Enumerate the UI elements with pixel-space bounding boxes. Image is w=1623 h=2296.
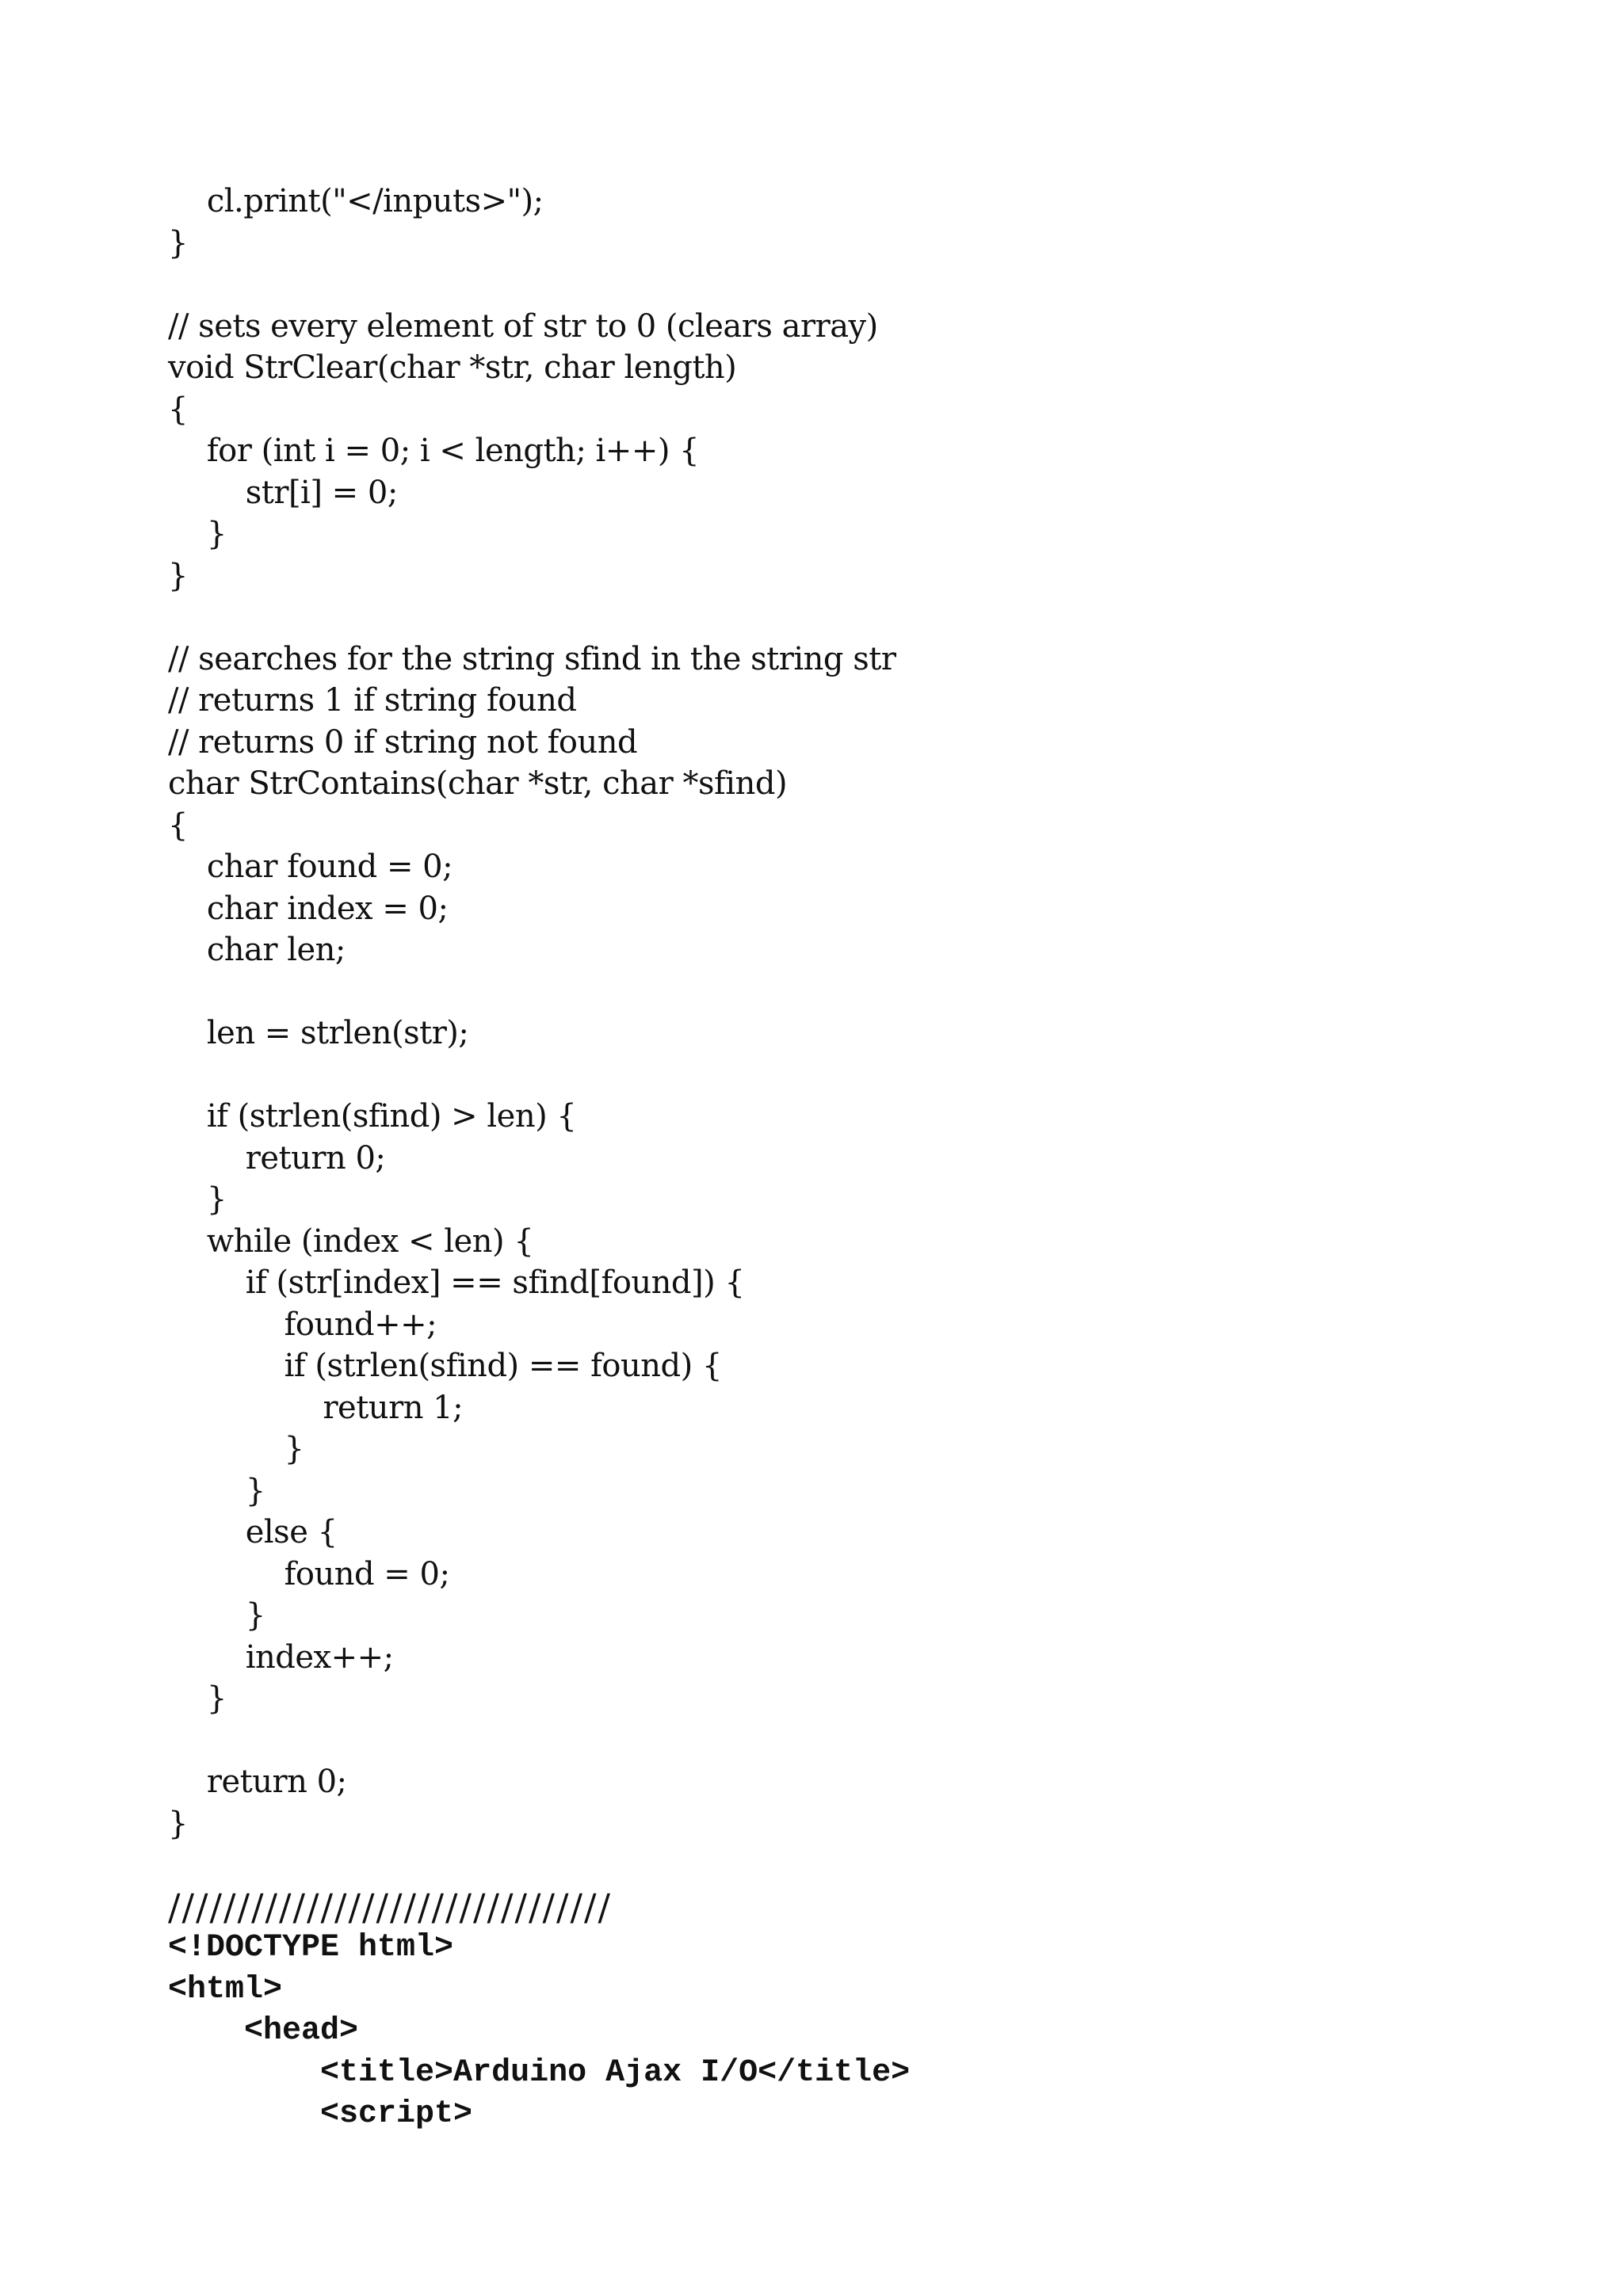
code-line-2: } bbox=[168, 224, 188, 261]
blank-line bbox=[168, 1055, 1515, 1097]
code-line-4: // sets every element of str to 0 (clears array) bbox=[168, 307, 878, 345]
code-line-42: //////////////////////////////// bbox=[168, 1885, 612, 1928]
code-line-5: void StrClear(char *str, char length) bbox=[168, 349, 737, 386]
code-line-24: return 0; bbox=[168, 1139, 386, 1177]
code-line-14: // returns 0 if string not found bbox=[168, 723, 638, 761]
code-line-23: if (strlen(sfind) > len) { bbox=[168, 1098, 577, 1135]
code-line-16: { bbox=[168, 807, 188, 844]
code-line-18: char index = 0; bbox=[168, 890, 449, 927]
code-line-39: return 0; bbox=[168, 1764, 347, 1800]
code-line-8: str[i] = 0; bbox=[168, 474, 398, 511]
code-listing bbox=[168, 181, 1515, 2136]
code-line-1: cl.print("</inputs>"); bbox=[168, 183, 544, 219]
code-line-6: { bbox=[168, 391, 188, 428]
code-line-25: } bbox=[168, 1181, 227, 1218]
code-line-33: else { bbox=[168, 1514, 338, 1550]
code-line-47: <script> bbox=[168, 2096, 473, 2132]
blank-line bbox=[168, 264, 1515, 306]
blank-line bbox=[168, 597, 1515, 639]
code-line-46: <title>Arduino Ajax I/O</title> bbox=[168, 2054, 911, 2091]
code-line-9: } bbox=[168, 516, 227, 552]
code-line-40: } bbox=[168, 1805, 188, 1842]
code-line-27: if (str[index] == sfind[found]) { bbox=[168, 1264, 745, 1301]
code-line-17: char found = 0; bbox=[168, 849, 453, 885]
code-line-30: return 1; bbox=[168, 1389, 464, 1426]
code-line-13: // returns 1 if string found bbox=[168, 682, 577, 719]
code-line-10: } bbox=[168, 557, 188, 594]
code-line-31: } bbox=[168, 1431, 304, 1467]
code-line-21: len = strlen(str); bbox=[168, 1015, 469, 1051]
code-line-12: // searches for the string sfind in the string str bbox=[168, 640, 896, 677]
code-line-45: <head> bbox=[168, 2013, 359, 2049]
blank-line bbox=[168, 1720, 1515, 1762]
code-line-28: found++; bbox=[168, 1306, 437, 1343]
code-line-37: } bbox=[168, 1680, 227, 1717]
code-line-32: } bbox=[168, 1472, 265, 1509]
code-line-19: char len; bbox=[168, 932, 346, 968]
code-line-36: index++; bbox=[168, 1638, 394, 1676]
code-line-29: if (strlen(sfind) == found) { bbox=[168, 1348, 722, 1384]
code-line-34: found = 0; bbox=[168, 1555, 450, 1592]
code-line-7: for (int i = 0; i < length; i++) { bbox=[168, 433, 700, 469]
code-line-44: <html> bbox=[168, 1971, 283, 2008]
code-line-43: <!DOCTYPE html> bbox=[168, 1930, 454, 1966]
code-line-15: char StrContains(char *str, char *sfind) bbox=[168, 765, 788, 802]
blank-line bbox=[168, 971, 1515, 1013]
code-line-35: } bbox=[168, 1597, 265, 1634]
blank-line bbox=[168, 1844, 1515, 1886]
code-line-26: while (index < len) { bbox=[168, 1222, 534, 1260]
